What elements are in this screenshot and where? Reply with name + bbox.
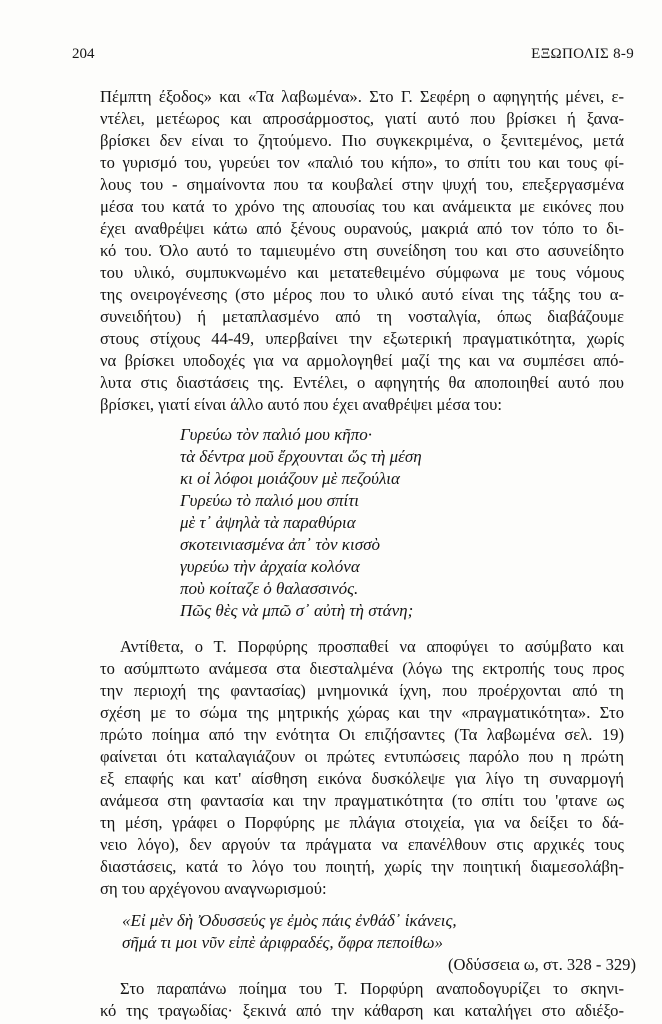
quote-line: «Εἰ μὲν δὴ Ὀδυσσεύς γε ἐμὸς πάις ἐνθάδ᾿ ἱκάνεις, bbox=[122, 911, 457, 930]
page-number: 204 bbox=[72, 46, 95, 62]
text-line: τη μέση, γράφει ο Πορφύρης με πλάγια στοιχεία, για να δείξει το δά- bbox=[100, 813, 624, 832]
text-line: κό του. Όλο αυτό το ταμιευμένο στη συνείδηση του και στο ασυνείδητο bbox=[100, 241, 624, 260]
poem-line: τὰ δέντρα μοῦ ἔρχουνται ὥς τὴ μέση bbox=[180, 447, 422, 466]
quote-citation: (Οδύσσεια ω, στ. 328 - 329) bbox=[448, 955, 636, 974]
text-line: το ασύμπτωτο ανάμεσα στα διεσταλμένα (λόγω της εκτροπής τους προς bbox=[100, 659, 624, 678]
page-header bbox=[72, 46, 634, 68]
poem-line: ποὺ κοίταζε ὁ θαλασσινός. bbox=[180, 579, 359, 598]
text-line: σχέση με το σώμα της μητρικής χώρας και την «πραγματικότητα». Στο bbox=[100, 703, 624, 722]
text-line: διαστάσεις, κατά το λόγο του ποιητή, χωρίς την ποιητική διαμεσολάβη- bbox=[100, 857, 624, 876]
text-line: το γυρισμό του, γυρεύει τον «παλιό του κήπο», το σπίτι του και τους φί- bbox=[100, 153, 624, 172]
text-line: στους στίχους 44-49, υπερβαίνει την εξωτερική πραγματικότητα, χωρίς bbox=[100, 329, 624, 348]
text-line: Πέμπτη έξοδος» και «Τα λαβωμένα». Στο Γ. Σεφέρη ο αφηγητής μένει, ε- bbox=[100, 87, 624, 106]
text-line: έχει αναθρέψει κάτω από ξένους ουρανούς, μακριά από τον τόπο το δι- bbox=[100, 219, 624, 238]
text-line: ανάμεσα στη φαντασία και την πραγματικότητα (το σπίτι του 'φτανε ως bbox=[100, 791, 624, 810]
text-line: να βρίσκει υποδοχές για να αρμολογηθεί μαζί της και να συμπέσει από- bbox=[100, 351, 624, 370]
text-line: βρίσκει, γιατί είναι άλλο αυτό που έχει αναθρέψει μέσα του: bbox=[100, 395, 502, 414]
text-line: βρίσκει δεν είναι το ζητούμενο. Πιο συγκεκριμένα, ο ξενιτεμένος, μετά bbox=[100, 131, 624, 150]
text-line: της ονειρογένεσης (στο μέρος που το υλικό αυτό είναι της τάξης του α- bbox=[100, 285, 624, 304]
text-line: κό της τραγωδίας· ξεκινά από την κάθαρση και καταλήγει στο αδιέξο- bbox=[100, 1001, 624, 1020]
poem-line: μὲ τ᾿ ἀψηλὰ τὰ παραθύρια bbox=[180, 513, 356, 532]
text-line: εξ επαφής και κατ' αίσθηση εικόνα δυσκόλεψε για λίγο τη συναρμογή bbox=[100, 769, 624, 788]
text-line: λους του - σημαίνοντα που τα κουβαλεί στην ψυχή του, επεξεργασμένα bbox=[100, 175, 624, 194]
poem-line: Πῶς θὲς νὰ μπῶ σ᾿ αὐτὴ τὴ στάνη; bbox=[180, 601, 414, 620]
poem-line: Γυρεύω τὸν παλιό μου κῆπο· bbox=[180, 425, 372, 444]
quote-line: σῆμά τι μοι νῦν εἰπὲ ἀριφραδές, ὄφρα πεποίθω» bbox=[122, 933, 443, 952]
text-line: ντέλει, μετέωρος και απροσάρμοστος, γιατί αυτό που βρίσκει ή ξανα- bbox=[100, 109, 624, 128]
text-line: ση του αρχέγονου αναγνωρισμού: bbox=[100, 879, 327, 898]
poem-line: Γυρεύω τὸ παλιό μου σπίτι bbox=[180, 491, 360, 510]
text-line: Στο παραπάνω ποίημα του Τ. Πορφύρη αναποδογυρίζει το σκηνι- bbox=[120, 979, 624, 998]
running-title: ΕΞΩΠΟΛΙΣ 8-9 bbox=[531, 46, 634, 62]
text-line: πρώτο ποίημα από την ενότητα Οι επιζήσαντες (Τα λαβωμένα σελ. 19) bbox=[100, 725, 624, 744]
text-line: συνειδήτου) ή μεταπλασμένο από τη νοσταλγία, όπως διαβάζουμε bbox=[100, 307, 624, 326]
poem-line: κι οἱ λόφοι μοιάζουν μὲ πεζούλια bbox=[180, 469, 400, 488]
poem-line: γυρεύω τὴν ἀρχαία κολόνα bbox=[180, 557, 360, 576]
text-line: λυτα στις διαστάσεις της. Εντέλει, ο αφηγητής θα αποποιηθεί αυτό που bbox=[100, 373, 624, 392]
text-line: Αντίθετα, ο Τ. Πορφύρης προσπαθεί να αποφύγει το ασύμβατο και bbox=[120, 637, 624, 656]
text-line: μέσα του κατά το χρόνο της απουσίας του και ανάμεικτα με εικόνες που bbox=[100, 197, 624, 216]
text-line: νειο λόγο), δεν αργούν τα πράγματα να επανέλθουν στις αρχικές τους bbox=[100, 835, 624, 854]
text-line: του υλικό, συμπυκνωμένο και μετατεθειμένο σύμφωνα με τους νόμους bbox=[100, 263, 624, 282]
text-line: φαίνεται ότι καταλαγιάζουν οι πρώτες εντυπώσεις παρόλο που η πρώτη bbox=[100, 747, 624, 766]
text-line: την περιοχή της φαντασίας) μνημονικά ίχνη, που προέρχονται από τη bbox=[100, 681, 624, 700]
poem-line: σκοτεινιασμένα ἀπ᾿ τὸν κισσὸ bbox=[180, 535, 380, 554]
